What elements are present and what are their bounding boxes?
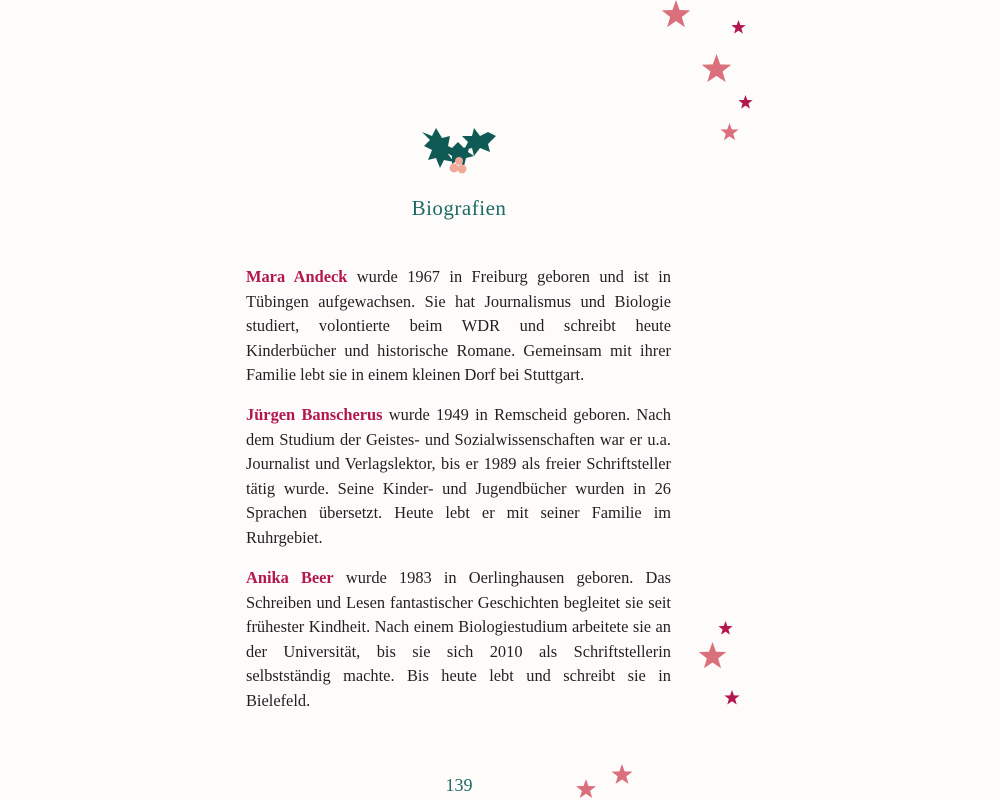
biography-mara-andeck: [246, 265, 671, 388]
holly-icon: [418, 122, 500, 178]
biography-text: wurde 1983 in Oerlinghausen geboren. Das Schreiben und Lesen fantastischer Geschichten begleitet sie seit frühester Kindheit. Nach einem Biologiestudium arbeitete sie an der Universität, bis sie sich 2010 als Schriftstellerin selbstständig machte. Bis heute lebt und schreibt sie in Bielefeld.: [246, 568, 671, 710]
star-icon: [611, 764, 633, 786]
star-icon: [660, 0, 692, 30]
page-number: 139: [445, 775, 473, 795]
star-icon: [731, 20, 746, 35]
star-icon: [701, 54, 732, 85]
biography-anika-beer: [246, 566, 671, 714]
biography-juergen-banscherus: [246, 403, 671, 551]
star-icon: [738, 95, 753, 110]
star-icon: [718, 621, 733, 636]
page-title: Biografien: [411, 196, 507, 220]
author-name: Jürgen Banscherus: [246, 405, 383, 424]
star-icon: [724, 690, 740, 706]
star-icon: [720, 123, 739, 142]
star-icon: [575, 779, 597, 800]
author-name: Anika Beer: [246, 568, 334, 587]
biography-text: wurde 1949 in Remscheid geboren. Nach dem Studium der Geistes- und Sozialwissenschaften war er u.a. Journalist und Verlagslektor, bis er 1989 als freier Schriftsteller tätig wurde. Seine Kinder- und Jugendbücher wurden in 26 Sprachen übersetzt. Heute lebt er mit seiner Familie im Ruhrgebiet.: [246, 405, 671, 547]
star-icon: [698, 642, 727, 671]
author-name: Mara Andeck: [246, 267, 348, 286]
biography-text: wurde 1967 in Freiburg geboren und ist in Tübingen aufgewachsen. Sie hat Journalismus und Biologie studiert, volontierte beim WDR und schreibt heute Kinderbücher und historische Romane. Gemeinsam mit ihrer Familie lebt sie in einem kleinen Dorf bei Stuttgart.: [246, 267, 671, 385]
